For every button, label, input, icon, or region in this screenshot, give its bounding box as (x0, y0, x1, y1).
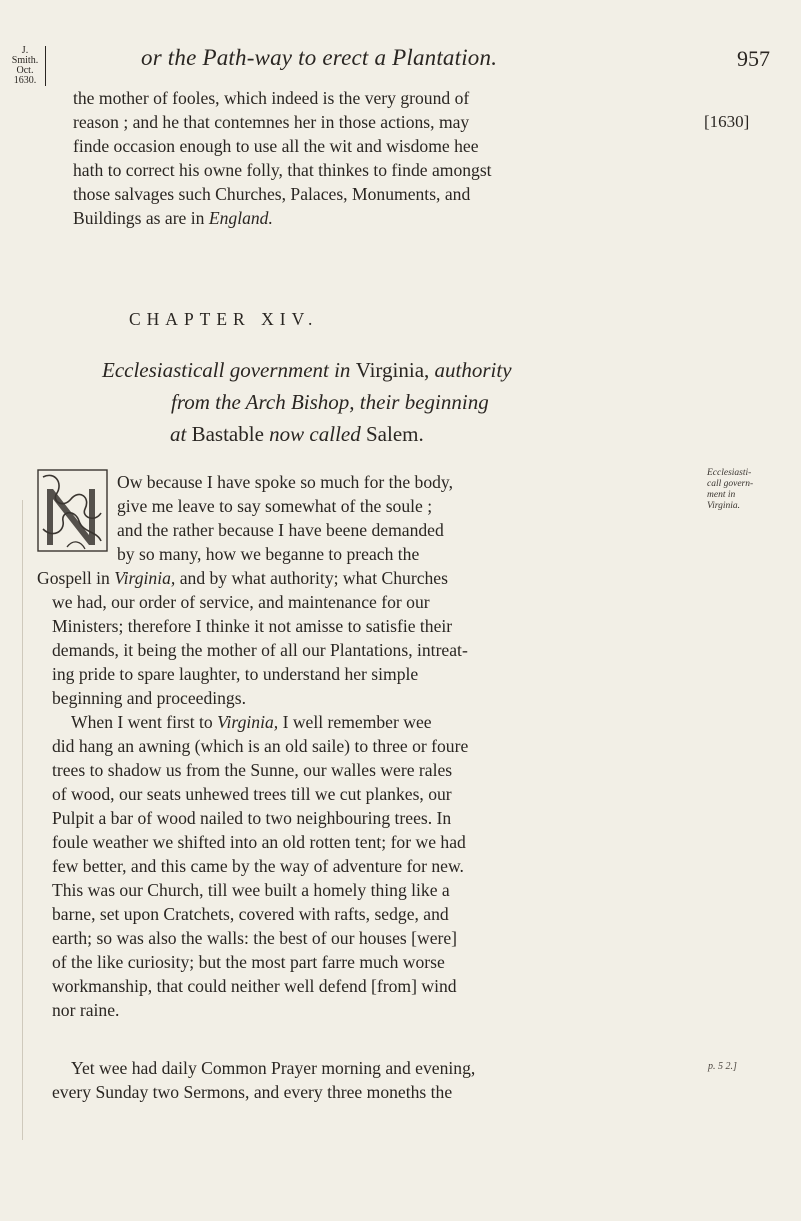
text-line: trees to shadow us from the Sunne, our walles were rales (52, 760, 453, 780)
chapter-title-line-2 (171, 390, 489, 415)
text-line: by so many, how we beganne to preach the (117, 544, 420, 564)
page-reference-note: p. 5 2.] (708, 1061, 737, 1072)
text-line: earth; so was also the walls: the best of our houses [were] (52, 928, 458, 948)
running-head-author: J. Smith. (11, 45, 39, 66)
text-line: did hang an awning (which is an old saile) to three or foure (52, 736, 469, 756)
text-line: of wood, our seats unhewed trees till we cut plankes, our (52, 784, 452, 804)
text-line: Ministers; therefore I thinke it not amisse to satisfie their (52, 616, 453, 636)
text-line (37, 568, 448, 589)
text-segment: and by what authority; what Churches (175, 568, 448, 588)
text-line: give me leave to say somewhat of the soule ; (117, 496, 433, 516)
gloss-line: Ecclesiasti- (707, 468, 752, 478)
text-line: Yet wee had daily Common Prayer morning and evening, (71, 1058, 476, 1078)
chapter-title-line-1 (102, 358, 512, 383)
chapter-title-line-3 (170, 422, 424, 447)
text-line: demands, it being the mother of all our Plantations, intreat- (52, 640, 468, 660)
scan-edge-rule (22, 500, 23, 1140)
decorative-initial-n-icon (37, 469, 108, 552)
running-head-title: or the Path-way to erect a Plantation. (141, 45, 498, 70)
text-line: every Sunday two Sermons, and every three moneths the (52, 1082, 453, 1102)
text-line: and the rather because I have beene demanded (117, 520, 444, 540)
text-line: foule weather we shifted into an old rotten tent; for we had (52, 832, 466, 852)
gloss-line: Virginia. (707, 501, 740, 511)
gloss-line: call govern- (707, 479, 754, 489)
text-segment: Buildings as are in (73, 208, 209, 228)
page-number: 957 (737, 46, 770, 71)
text-line: reason ; and he that contemnes her in those actions, may (73, 112, 470, 132)
running-head-side-note (8, 46, 46, 86)
text-line: Pulpit a bar of wood nailed to two neighbouring trees. In (52, 808, 452, 828)
text-line: barne, set upon Cratchets, covered with rafts, sedge, and (52, 904, 449, 924)
text-line: beginning and proceedings. (52, 688, 246, 708)
marginal-gloss (707, 468, 777, 512)
text-segment: Gospell in (37, 568, 115, 588)
text-line: nor raine. (52, 1000, 120, 1020)
text-line: we had, our order of service, and maintenance for our (52, 592, 430, 612)
text-line (73, 208, 273, 229)
text-line: hath to correct his owne folly, that thinkes to finde amongst (73, 160, 492, 180)
chapter-title-seg: , their beginning (349, 390, 489, 414)
gloss-line: ment in (707, 490, 736, 500)
italic-place-name: Virginia, (114, 568, 176, 588)
year-marginal-note: [1630] (704, 112, 750, 131)
chapter-title-seg: from the Arch Bishop (171, 390, 350, 414)
text-line: This was our Church, till wee built a homely thing like a (52, 880, 450, 900)
chapter-title-seg: now called (269, 422, 366, 446)
text-line: Ow because I have spoke so much for the body, (117, 472, 453, 492)
chapter-title-seg: at (170, 422, 192, 446)
chapter-title-seg: authority (434, 358, 512, 382)
text-line: few better, and this came by the way of adventure for new. (52, 856, 464, 876)
italic-place-name: England. (208, 208, 273, 228)
text-line (71, 712, 432, 733)
chapter-heading: CHAPTER XIV. (129, 309, 319, 329)
text-line: those salvages such Churches, Palaces, Monuments, and (73, 184, 471, 204)
text-line: finde occasion enough to use all the wit and wisdome hee (73, 136, 479, 156)
text-segment: When I went first to (71, 712, 218, 732)
chapter-title-seg: Salem. (365, 422, 424, 446)
italic-place-name: Virginia, (217, 712, 279, 732)
text-line: the mother of fooles, which indeed is the very ground of (73, 88, 470, 108)
chapter-title-seg: Ecclesiasticall government in (102, 358, 356, 382)
chapter-title-seg: Virginia, (355, 358, 435, 382)
text-line: ing pride to spare laughter, to understand her simple (52, 664, 419, 684)
text-line: workmanship, that could neither well defend [from] wind (52, 976, 457, 996)
running-head-date: Oct. 1630. (13, 65, 37, 86)
chapter-title-seg: Bastable (191, 422, 270, 446)
text-segment: I well remember wee (278, 712, 432, 732)
text-line: of the like curiosity; but the most part farre much worse (52, 952, 445, 972)
